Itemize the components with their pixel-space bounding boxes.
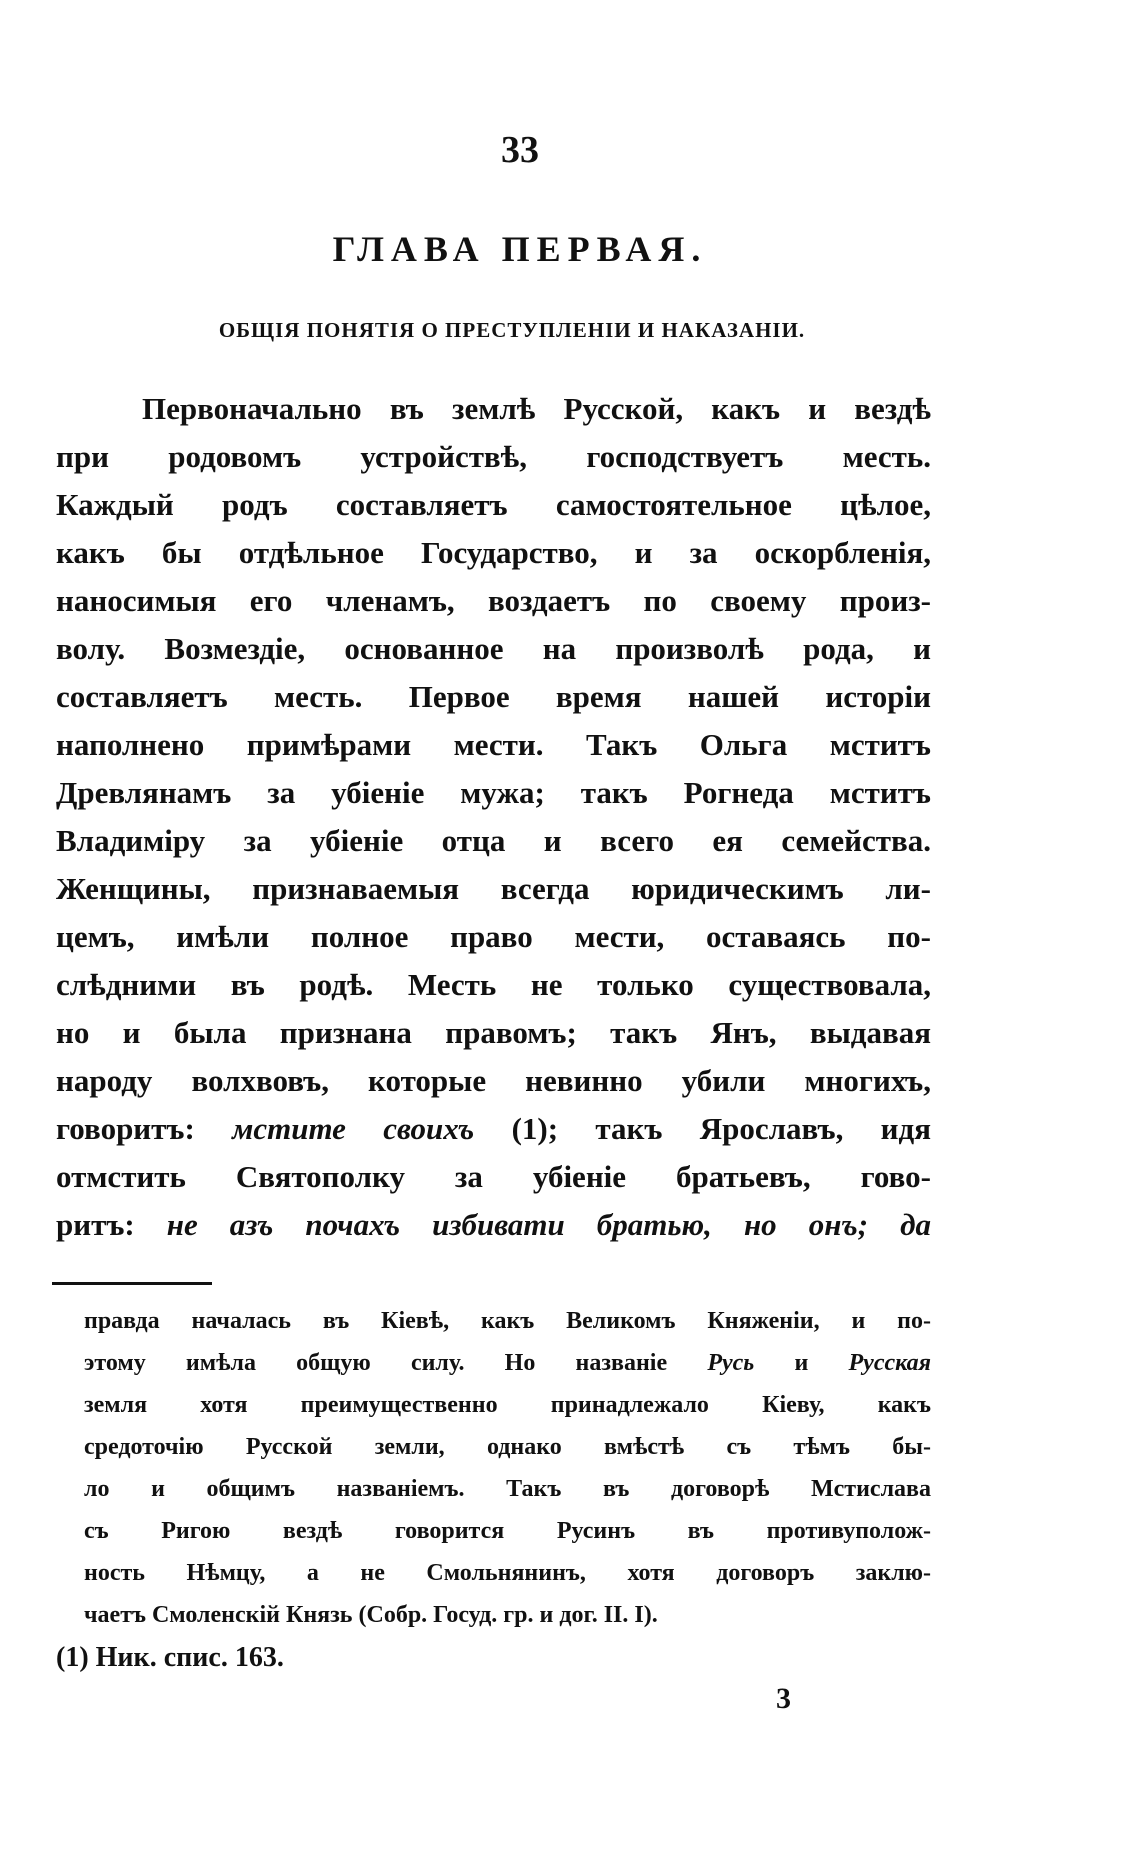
- footnote-line-part: этому имѣла общую силу. Но названіе: [84, 1350, 668, 1376]
- footnote-term: Русь: [707, 1350, 755, 1376]
- quoted-speech: мстите своихъ: [232, 1111, 475, 1146]
- footnote-line-mixed: [84, 1342, 931, 1384]
- footnote-line: ло и общимъ названіемъ. Такъ въ договорѣ Мстислава: [84, 1476, 931, 1502]
- footnote: [84, 1300, 931, 1636]
- footnote-line: съ Ригою вездѣ говорится Русинъ въ противуполож-: [84, 1518, 931, 1544]
- footnote-line: чаетъ Смоленскій Князь (Собр. Госуд. гр. и дог. II. I).: [84, 1602, 658, 1628]
- footnote-term: Русская: [848, 1350, 932, 1376]
- printer-signature: 3: [776, 1682, 791, 1715]
- body-line-part: ритъ:: [56, 1207, 135, 1242]
- footnote-line: ность Нѣмцу, а не Смольнянинъ, хотя договоръ заклю-: [84, 1560, 931, 1586]
- body-line: народу волхвовъ, которые невинно убили многихъ,: [56, 1063, 931, 1098]
- body-line: Первоначально въ землѣ Русской, какъ и вездѣ: [142, 391, 931, 426]
- body-line-mixed: [56, 1201, 931, 1249]
- body-line: слѣдними въ родѣ. Месть не только существовала,: [56, 967, 931, 1002]
- footnote-rule: [52, 1282, 212, 1285]
- quoted-speech: не азъ почахъ избивати братью, но онъ; да: [166, 1207, 931, 1242]
- page-number: 33: [501, 129, 539, 171]
- chapter-subtitle: ОБЩІЯ ПОНЯТІЯ О ПРЕСТУПЛЕНІИ И НАКАЗАНІИ.: [218, 318, 806, 342]
- body-line: Владиміру за убіеніе отца и всего ея семейства.: [56, 823, 931, 858]
- body-line-mixed: [56, 1105, 931, 1153]
- footnote-line: земля хотя преимущественно принадлежало Кіеву, какъ: [84, 1392, 931, 1418]
- body-line: составляетъ месть. Первое время нашей исторіи: [56, 679, 931, 714]
- body-line: при родовомъ устройствѣ, господствуетъ месть.: [56, 439, 931, 474]
- body-line: какъ бы отдѣльное Государство, и за оскорбленія,: [56, 535, 931, 570]
- footnote-reference: (1) Ник. спис. 163.: [56, 1642, 284, 1673]
- footnote-line: средоточію Русской земли, однако вмѣстѣ съ тѣмъ бы-: [84, 1434, 931, 1460]
- body-line: наполнено примѣрами мести. Такъ Ольга мститъ: [56, 727, 931, 762]
- body-line: цемъ, имѣли полное право мести, оставаясь по-: [56, 919, 931, 954]
- body-line: Женщины, признаваемыя всегда юридическимъ ли-: [56, 871, 931, 906]
- body-line-part: (1); такъ Ярославъ, идя: [511, 1111, 931, 1146]
- body-line: Древлянамъ за убіеніе мужа; такъ Рогнеда мститъ: [56, 775, 931, 810]
- footnote-line-part: и: [794, 1350, 809, 1376]
- body-line: волу. Возмездіе, основанное на произволѣ рода, и: [56, 631, 931, 666]
- body-text: [56, 385, 931, 1249]
- body-line: наносимыя его членамъ, воздаетъ по своему произ-: [56, 583, 931, 618]
- footnote-line: правда началась въ Кіевѣ, какъ Великомъ Княженіи, и по-: [84, 1308, 931, 1334]
- body-line: Каждый родъ составляетъ самостоятельное цѣлое,: [56, 487, 931, 522]
- chapter-title: ГЛАВА ПЕРВАЯ.: [332, 229, 708, 269]
- body-line-part: говоритъ:: [56, 1111, 195, 1146]
- body-line: но и была признана правомъ; такъ Янъ, выдавая: [56, 1015, 931, 1050]
- body-line: отмстить Святополку за убіеніе братьевъ, гово-: [56, 1159, 931, 1194]
